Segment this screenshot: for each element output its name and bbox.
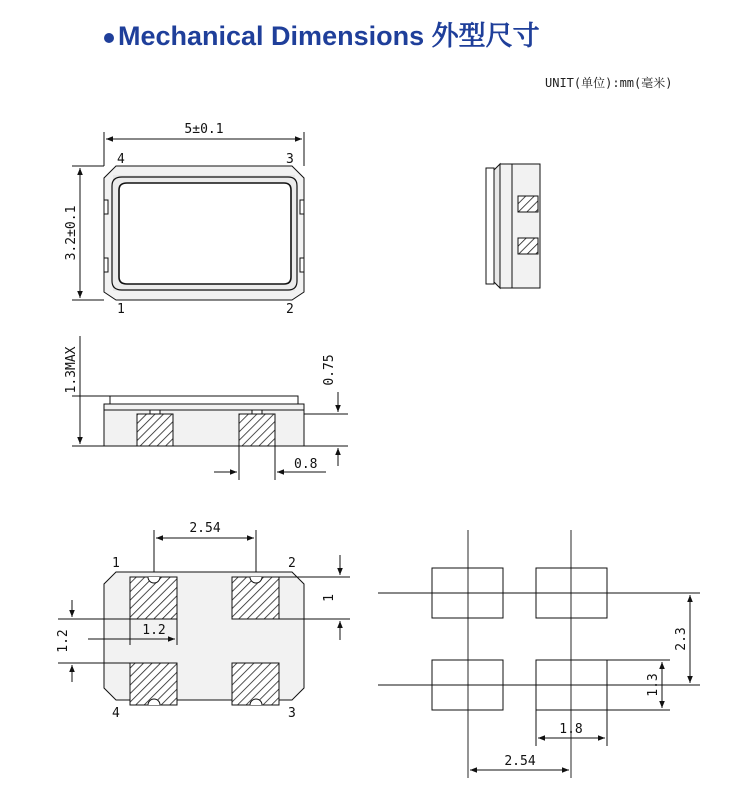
title-text: Mechanical Dimensions 外型尺寸: [118, 21, 540, 51]
top-pin-1: 1: [117, 302, 125, 317]
right-side-view: [486, 164, 540, 288]
side-lid-edge: [486, 168, 494, 284]
bottom-pin-3: 3: [288, 706, 296, 721]
land-pad-height-label: 1.3: [646, 673, 661, 697]
top-lid-inner: [119, 183, 291, 284]
top-pin-2: 2: [286, 302, 294, 317]
front-pad-right-notch: [252, 410, 262, 414]
land-col-pitch-label: 2.54: [504, 754, 536, 769]
bottom-pitch-label: 2.54: [189, 521, 221, 536]
front-lid: [110, 396, 298, 404]
side-pad-upper: [518, 196, 538, 212]
top-pin-4: 4: [117, 152, 125, 167]
land-pattern: [378, 530, 700, 778]
top-pin-3: 3: [286, 152, 294, 167]
side-lid-step: [494, 164, 500, 288]
bottom-pad-height-label: 1: [322, 594, 337, 602]
bottom-pad-width-label: 1.2: [142, 623, 166, 638]
top-width-label: 5±0.1: [184, 122, 224, 137]
side-pad-lower: [518, 238, 538, 254]
front-height-label: 1.3MAX: [64, 346, 79, 394]
land-row-pitch-label: 2.3: [674, 627, 689, 651]
unit-label: UNIT(单位):mm(毫米): [545, 76, 673, 90]
top-view: [72, 132, 304, 300]
front-pad-left: [137, 414, 173, 446]
pad-width-label: 0.8: [294, 457, 318, 472]
pad-height-label: 0.75: [322, 354, 337, 386]
front-pad-right: [239, 414, 275, 446]
side-body: [500, 164, 540, 288]
top-height-label: 3.2±0.1: [64, 205, 79, 261]
land-pad-width-label: 1.8: [559, 722, 583, 737]
front-pad-left-notch: [150, 410, 160, 414]
bottom-view: [58, 530, 350, 705]
bottom-gap-label: 1.2: [56, 629, 71, 653]
bottom-pin-2: 2: [288, 556, 296, 571]
bottom-pin-4: 4: [112, 706, 120, 721]
bottom-pin-1: 1: [112, 556, 120, 571]
